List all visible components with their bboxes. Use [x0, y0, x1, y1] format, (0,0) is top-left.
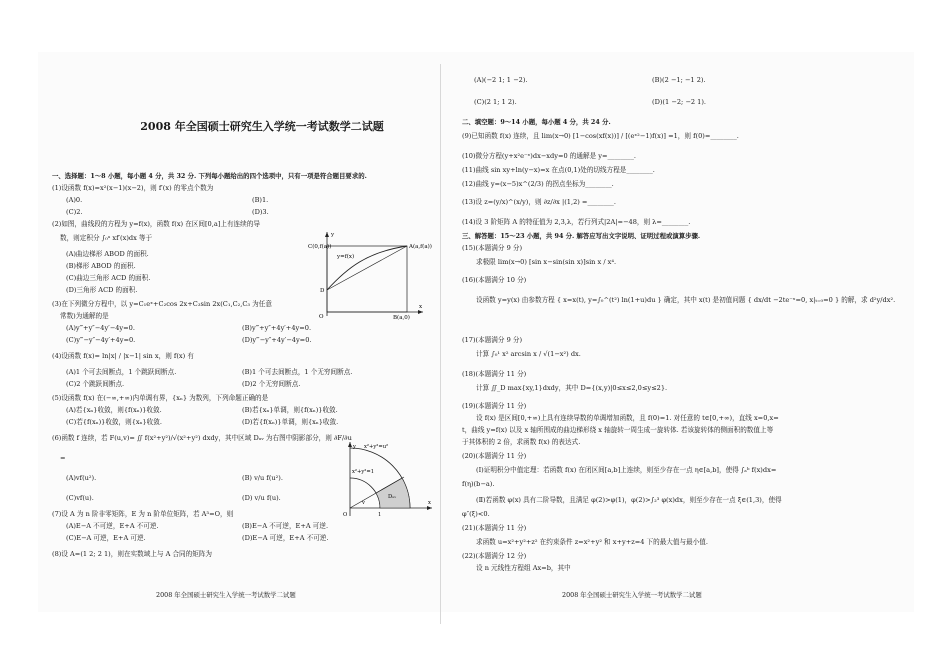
- left-footer: 2008 年全国硕士研究生入学统一考试数学二试题: [156, 591, 296, 599]
- exam-title: 2008 年全国硕士研究生入学统一考试数学二试题: [140, 120, 384, 133]
- q8-option-b: (B)(2 −1; −1 2).: [652, 76, 706, 84]
- question-2-line-2: 数，则定积分 ∫₀ᵃ xf′(x)dx 等于: [60, 234, 153, 242]
- question-16-header: (16)(本题满分 10 分): [462, 276, 527, 284]
- question-19-line-1: 设 f(x) 是区间[0,+∞)上具有连续导数的单调增加函数，且 f(0)=1. 对任意的 t∈[0,+∞)，直线 x=0,x=: [476, 414, 779, 422]
- q6-option-b: (B) v/u f(u²).: [242, 474, 283, 482]
- q1-option-b: (B)1.: [252, 196, 269, 204]
- section-3-heading: 三、解答题：15～23 小题，共 94 分. 解答应写出文字说明、证明过程或演算步骤.: [462, 232, 701, 240]
- question-17-body: 计算 ∫₀¹ x² arcsin x / √(1−x²) dx.: [476, 350, 581, 358]
- fig-label-y: y: [331, 232, 335, 238]
- section-1-heading: 一、选择题：1～8 小题，每小题 4 分，共 32 分. 下列每小题给出的四个选项中，只有一项是符合题目要求的.: [52, 172, 367, 180]
- question-7: (7)设 A 为 n 阶非零矩阵，E 为 n 阶单位矩阵，若 A³=O，则: [52, 510, 234, 518]
- question-17-header: (17)(本题满分 9 分): [462, 336, 523, 344]
- q2-option-c: (C)曲边三角形 ACD 的面积.: [66, 274, 151, 282]
- fig-origin: O: [343, 512, 348, 518]
- q5-option-d: (D)若{f(xₙ)}单调，则{xₙ}收敛.: [242, 418, 339, 426]
- question-10: (10)微分方程(y+x²e⁻ˣ)dx−xdy=0 的通解是 y=________.: [462, 152, 636, 160]
- page-fold-divider: [440, 64, 441, 624]
- q6-option-a: (A)vf(u²).: [66, 474, 97, 482]
- q8-option-c: (C)(2 1; 1 2).: [474, 98, 517, 106]
- question-3-line-1: (3)在下列微分方程中，以 y=C₁eˣ+C₂cos 2x+C₃sin 2x(C₁,C₂,C₃ 为任意: [52, 300, 272, 308]
- question-18-header: (18)(本题满分 11 分): [462, 370, 527, 378]
- question-4: (4)设函数 f(x)= ln|x| / |x−1| sin x，则 f(x) 有: [52, 352, 194, 360]
- fig-label-o: O: [319, 314, 324, 320]
- q7-option-b: (B)E−A 不可逆，E+A 可逆.: [242, 522, 329, 530]
- question-12: (12)曲线 y=(x−5)x^(2/3) 的拐点坐标为________.: [462, 180, 614, 188]
- question-18-body: 计算 ∬_D max{xy,1}dxdy，其中 D={(x,y)|0≤x≤2,0≤y≤2}.: [476, 384, 668, 392]
- q1-option-a: (A)0.: [66, 196, 83, 204]
- question-8: (8)设 A=(1 2; 2 1)，则在实数域上与 A 合同的矩阵为: [52, 550, 213, 558]
- q1-option-d: (D)3.: [252, 208, 269, 216]
- q3-option-d: (D)y‴−y″+4y′−4y=0.: [242, 336, 312, 344]
- q2-option-b: (B)梯形 ABOD 的面积.: [66, 262, 136, 270]
- q8-option-d: (D)(1 −2; −2 1).: [652, 98, 707, 106]
- question-20-part-2-end: φ″(ξ)<0.: [462, 510, 490, 518]
- q7-option-d: (D)E−A 可逆，E+A 不可逆.: [242, 534, 329, 542]
- question-16-body: 设函数 y=y(x) 由参数方程 { x=x(t), y=∫₀^(t²) ln(1+u)du } 确定，其中 x(t) 是初值问题 { dx/dt −2te⁻ˣ=0, x|ₜ₌₀=0 } 的解，求 d²y/dx².: [476, 296, 896, 304]
- q3-option-c: (C)y‴−y″−4y′+4y=0.: [66, 336, 136, 344]
- fig-x: x: [428, 500, 431, 506]
- fig-label-curve: y=f(x): [337, 254, 355, 260]
- q4-option-c: (C)2 个跳跃间断点.: [66, 380, 125, 388]
- right-footer: 2008 年全国硕士研究生入学统一考试数学二试题: [562, 591, 702, 599]
- q7-option-a: (A)E−A 不可逆，E+A 不可逆.: [66, 522, 159, 530]
- question-20-part-1: (Ⅰ)证明积分中值定理：若函数 f(x) 在闭区间[a,b]上连续，则至少存在一点 η∈[a,b]，使得 ∫ₐᵇ f(x)dx=: [476, 466, 777, 474]
- question-22-body: 设 n 元线性方程组 Ax=b，其中: [476, 564, 571, 572]
- q8-option-a: (A)(−2 1; 1 −2).: [474, 76, 528, 84]
- question-6-line-1: (6)函数 f 连续，若 F(u,v)= ∬ f(x²+y²)/√(x²+y²) dxdy，其中区域 Dᵤᵥ 为右图中阴影部分，则 ∂F/∂u: [52, 434, 352, 442]
- q2-figure: [307, 228, 432, 323]
- q5-option-c: (C)若{f(xₙ)}收敛，则{xₙ}收敛.: [66, 418, 162, 426]
- question-20-part-1-end: f(η)(b−a).: [462, 480, 495, 488]
- q4-option-d: (D)2 个无穷间断点.: [242, 380, 301, 388]
- q6-figure: [342, 440, 434, 521]
- question-14: (14)设 3 阶矩阵 A 的特征值为 2,3,λ，若行列式|2A|=−48，则 λ=________.: [462, 218, 691, 226]
- q2-option-a: (A)曲边梯形 ABOD 的面积.: [66, 250, 149, 258]
- q6-option-d: (D) v/u f(u).: [242, 494, 281, 502]
- question-5: (5)设函数 f(x) 在(−∞,+∞)内单调有界，{xₙ} 为数列，下列命题正确的是: [52, 394, 269, 402]
- q5-option-b: (B)若{xₙ}单调，则{f(xₙ)}收敛.: [242, 406, 338, 414]
- fig-label-x: x: [419, 304, 423, 310]
- fig-region-label: Dᵤᵥ: [388, 494, 397, 500]
- fig-one: 1: [378, 512, 382, 518]
- question-21-header: (21)(本题满分 11 分): [462, 524, 527, 532]
- question-6-line-2: =: [60, 454, 66, 462]
- fig-label-c: C(0,f(a)): [308, 244, 332, 250]
- fig-label-a: A(a,f(a)): [409, 244, 432, 250]
- question-19-line-2: t，曲线 y=f(x) 以及 x 轴所围成的曲边梯形绕 x 轴旋转一周生成一旋转体. 若该旋转体的侧面积的数值上等: [462, 426, 774, 434]
- q4-option-b: (B)1 个可去间断点，1 个无穷间断点.: [242, 368, 353, 376]
- question-15-body: 求极限 lim(x→0) [sin x−sin(sin x)]sin x / x⁴.: [476, 258, 617, 266]
- question-21-body: 求函数 u=x²+y²+z² 在约束条件 z=x²+y² 和 x+y+z=4 下的最大值与最小值.: [476, 538, 708, 546]
- q4-option-a: (A)1 个可去间断点，1 个跳跃间断点.: [66, 368, 177, 376]
- question-11: (11)曲线 sin xy+ln(y−x)=x 在点(0,1)处的切线方程是________.: [462, 166, 655, 174]
- q5-option-a: (A)若{xₙ}收敛，则{f(xₙ)}收敛.: [66, 406, 162, 414]
- q3-option-b: (B)y‴+y″+4y′+4y=0.: [242, 324, 312, 332]
- fig-label-b: B(a,0): [393, 315, 410, 321]
- q2-option-d: (D)三角形 ACD 的面积.: [66, 286, 138, 294]
- question-9: (9)已知函数 f(x) 连续，且 lim(x→0) [1−cos(xf(x))] / [(eˣ²−1)f(x)] =1，则 f(0)=________.: [462, 132, 739, 140]
- section-2-heading: 二、填空题：9～14 小题，每小题 4 分，共 24 分.: [462, 118, 611, 126]
- question-3-line-2: 常数)为通解的是: [60, 312, 109, 320]
- question-1: (1)设函数 f(x)=x²(x−1)(x−2)，则 f′(x) 的零点个数为: [52, 184, 214, 192]
- fig-circle-u-label: x²+y²=u²: [364, 444, 389, 450]
- question-15-header: (15)(本题满分 9 分): [462, 244, 523, 252]
- q6-option-c: (C)vf(u).: [66, 494, 94, 502]
- q3-option-a: (A)y‴+y″−4y′−4y=0.: [66, 324, 135, 332]
- fig-circle-1-label: x²+y²=1: [352, 469, 375, 475]
- q7-option-c: (C)E−A 可逆，E+A 可逆.: [66, 534, 146, 542]
- question-19-header: (19)(本题满分 11 分): [462, 402, 527, 410]
- left-page: [52, 0, 432, 600]
- right-page: [462, 0, 896, 600]
- fig-y: y: [353, 444, 356, 450]
- question-20-part-2: (Ⅱ)若函数 φ(x) 具有二阶导数，且满足 φ(2)>φ(1)，φ(2)>∫₂³ φ(x)dx，则至少存在一点 ξ∈(1,3)，使得: [476, 496, 782, 504]
- question-13: (13)设 z=(y/x)^(x/y)，则 ∂z/∂x |(1,2) =________.: [462, 198, 616, 206]
- question-22-header: (22)(本题满分 12 分): [462, 552, 527, 560]
- q1-option-c: (C)2.: [66, 208, 83, 216]
- question-20-header: (20)(本题满分 11 分): [462, 452, 527, 460]
- question-2-line-1: (2)如图，曲线段的方程为 y=f(x)，函数 f(x) 在区间[0,a]上有连续的导: [52, 220, 260, 228]
- fig-angle-v: v: [362, 500, 365, 506]
- fig-label-d: D: [320, 288, 325, 294]
- question-19-line-3: 于其体积的 2 倍，求函数 f(x) 的表达式.: [462, 438, 581, 446]
